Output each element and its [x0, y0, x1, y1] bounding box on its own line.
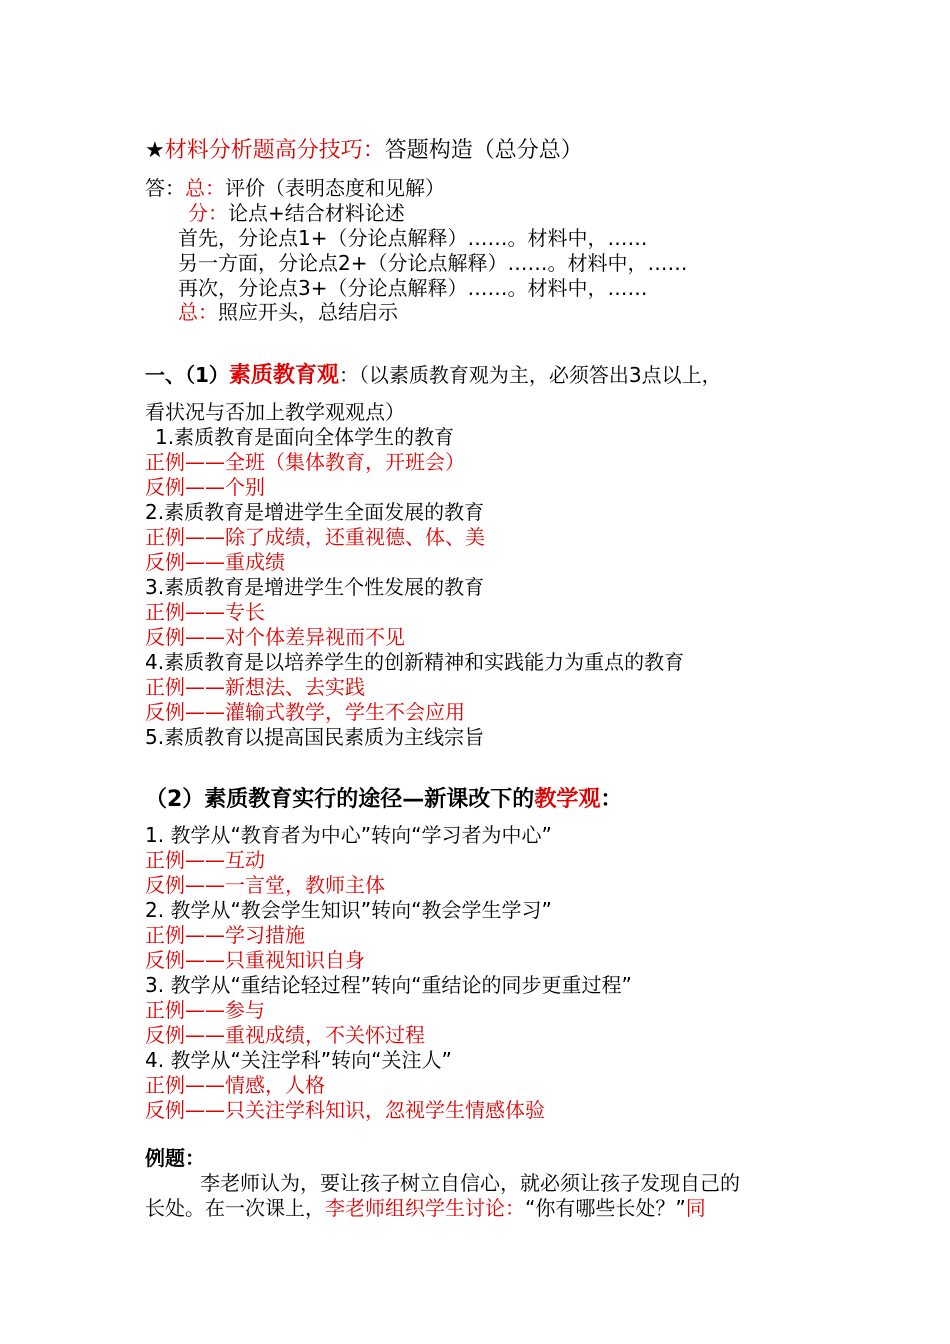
list-item: 正例——全班（集体教育，开班会）: [145, 450, 465, 474]
list-item: 1.素质教育是面向全体学生的教育: [155, 425, 455, 449]
section1-note-cont: 看状况与否加上教学观观点）: [145, 400, 405, 424]
intro-line-4: 另一方面，分论点2+（分论点解释）……。材料中，……: [178, 251, 688, 275]
list-item: 反例——只关注学科知识，忽视学生情感体验: [145, 1098, 545, 1122]
section1-number: 一、（1）: [145, 363, 229, 387]
intro-line-6-text: 照应开头，总结启示: [218, 300, 398, 324]
section2-colon: ：: [600, 787, 623, 812]
list-item: 正例——除了成绩，还重视德、体、美: [145, 525, 485, 549]
list-item: 2.素质教育是增进学生全面发展的教育: [145, 500, 485, 524]
list-item: 反例——灌输式教学，学生不会应用: [145, 700, 465, 724]
example-paragraph-line-2: [145, 1196, 706, 1220]
list-item: 反例——一言堂，教师主体: [145, 873, 385, 897]
example-text-red: 李老师组织学生讨论：: [325, 1196, 525, 1220]
list-item: 正例——学习措施: [145, 923, 305, 947]
intro-line-5: 再次，分论点3+（分论点解释）……。材料中，……: [178, 276, 648, 300]
list-item: 正例——参与: [145, 998, 265, 1022]
section1-heading: [145, 363, 722, 388]
section2-keyword: 教学观: [534, 787, 601, 812]
list-item: 反例——个别: [145, 475, 265, 499]
list-item: 3. 教学从“重结论轻过程”转向“重结论的同步更重过程”: [145, 973, 632, 997]
section1-note: ：（以素质教育观为主，必须答出3点以上，: [338, 363, 722, 387]
fen-label: 分：: [188, 201, 228, 225]
intro-heading: [145, 139, 583, 163]
section2-title: （2）素质教育实行的途径—新课改下的: [145, 787, 535, 812]
list-item: 1. 教学从“教育者为中心”转向“学习者为中心”: [145, 823, 552, 847]
list-item: 5.素质教育以提高国民素质为主线宗旨: [145, 725, 485, 749]
example-text-a: 长处。在一次课上，: [145, 1196, 325, 1220]
intro-line-3: 首先，分论点1+（分论点解释）……。材料中，……: [178, 226, 648, 250]
intro-title-red: 材料分析题高分技巧：: [164, 138, 385, 163]
list-item: 正例——新想法、去实践: [145, 675, 365, 699]
list-item: 2. 教学从“教会学生知识”转向“教会学生学习”: [145, 898, 552, 922]
list-item: 正例——互动: [145, 848, 265, 872]
intro-line-1: [145, 176, 445, 200]
list-item: 正例——情感，人格: [145, 1073, 325, 1097]
list-item: 反例——重成绩: [145, 550, 285, 574]
example-quote: “你有哪些长处？”: [525, 1196, 686, 1220]
list-item: 4.素质教育是以培养学生的创新精神和实践能力为重点的教育: [145, 650, 685, 674]
intro-line-2: [188, 201, 405, 225]
example-paragraph-line-1: 李老师认为，要让孩子树立自信心，就必须让孩子发现自己的: [200, 1171, 740, 1195]
star-icon: ★: [145, 138, 165, 163]
section1-title: 素质教育观: [228, 363, 339, 388]
section2-heading: [145, 788, 622, 812]
intro-line-1-text: 评价（表明态度和见解）: [225, 176, 445, 200]
list-item: 3.素质教育是增进学生个性发展的教育: [145, 575, 485, 599]
intro-title-black: 答题构造（总分总）: [384, 138, 583, 163]
list-item: 正例——专长: [145, 600, 265, 624]
list-item: 反例——对个体差异视而不见: [145, 625, 405, 649]
zong-label: 总：: [185, 176, 225, 200]
example-label: 例题：: [145, 1146, 205, 1170]
answer-label: 答：: [145, 176, 185, 200]
intro-line-2-text: 论点+结合材料论述: [228, 201, 405, 225]
list-item: 4. 教学从“关注学科”转向“关注人”: [145, 1048, 452, 1072]
intro-line-6: [178, 300, 398, 324]
list-item: 反例——重视成绩，不关怀过程: [145, 1023, 425, 1047]
zong-label-2: 总：: [178, 300, 218, 324]
example-text-red-end: 同: [685, 1196, 706, 1220]
list-item: 反例——只重视知识自身: [145, 948, 365, 972]
